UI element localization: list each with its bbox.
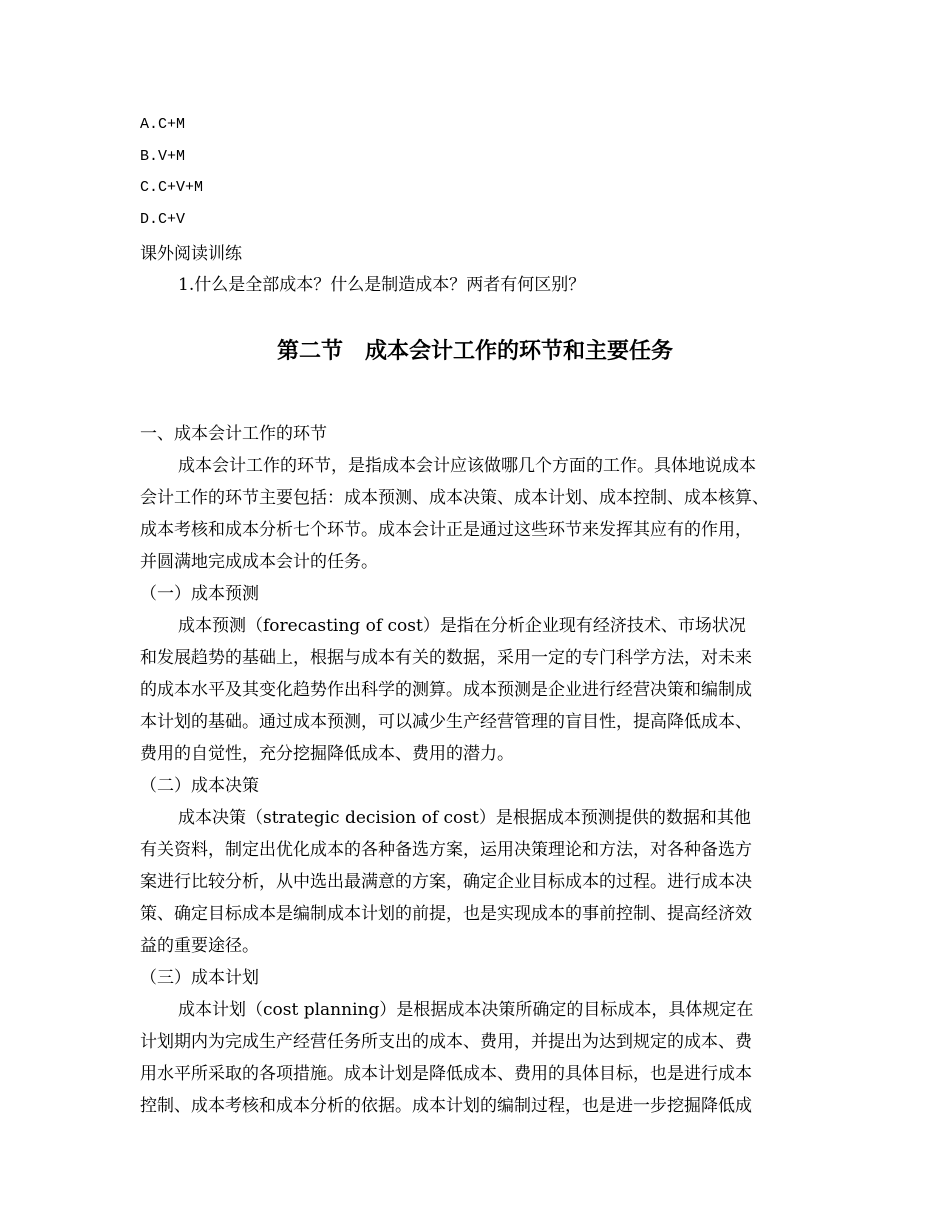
paragraph-line: 成本会计工作的环节，是指成本会计应该做哪几个方面的工作。具体地说成本 — [178, 456, 756, 476]
paragraph-line: 案进行比较分析，从中选出最满意的方案，确定企业目标成本的过程。进行成本决 — [140, 872, 752, 892]
paragraph-line: 计划期内为完成生产经营任务所支出的成本、费用，并提出为达到规定的成本、费 — [140, 1032, 752, 1052]
paragraph-line: 用水平所采取的各项措施。成本计划是降低成本、费用的具体目标，也是进行成本 — [140, 1064, 752, 1084]
paragraph-line: 会计工作的环节主要包括：成本预测、成本决策、成本计划、成本控制、成本核算、 — [140, 488, 769, 508]
paragraph-line: 成本决策（strategic decision of cost）是根据成本预测提供的数据和其他 — [178, 808, 751, 828]
subsection-heading: （二）成本决策 — [140, 776, 259, 796]
option-d: D.C+V — [140, 210, 186, 228]
answer-options — [140, 113, 203, 239]
subsection-heading: （一）成本预测 — [140, 584, 259, 604]
paragraph-line: 成本计划（cost planning）是根据成本决策所确定的目标成本，具体规定在 — [178, 1000, 754, 1020]
paragraph-line: 有关资料，制定出优化成本的各种备选方案，运用决策理论和方法，对各种备选方 — [140, 840, 752, 860]
extra-reading-question: 1.什么是全部成本？什么是制造成本？两者有何区别？ — [178, 275, 586, 295]
paragraph-line: 控制、成本考核和成本分析的依据。成本计划的编制过程，也是进一步挖掘降低成 — [140, 1096, 752, 1116]
option-c: C.C+V+M — [140, 179, 204, 196]
option-a: A.C+M — [140, 116, 186, 133]
paragraph-line: 本计划的基础。通过成本预测，可以减少生产经营管理的盲目性，提高降低成本、 — [140, 712, 752, 732]
paragraph-line: 益的重要途径。 — [140, 936, 259, 956]
extra-reading-heading: 课外阅读训练 — [140, 244, 242, 264]
paragraph-line: 成本预测（forecasting of cost）是指在分析企业现有经济技术、市场状况 — [178, 616, 746, 636]
paragraph-line: 并圆满地完成成本会计的任务。 — [140, 552, 378, 572]
option-b: B.V+M — [140, 147, 186, 165]
part1-heading: 一、成本会计工作的环节 — [140, 424, 327, 444]
subsection-heading: （三）成本计划 — [140, 968, 259, 988]
paragraph-line: 费用的自觉性，充分挖掘降低成本、费用的潜力。 — [140, 744, 514, 764]
paragraph-line: 和发展趋势的基础上，根据与成本有关的数据，采用一定的专门科学方法，对未来 — [140, 648, 752, 668]
paragraph-line: 的成本水平及其变化趋势作出科学的测算。成本预测是企业进行经营决策和编制成 — [140, 680, 752, 700]
paragraph-line: 策、确定目标成本是编制成本计划的前提，也是实现成本的事前控制、提高经济效 — [140, 904, 752, 924]
body-text — [140, 422, 830, 1126]
paragraph-line: 成本考核和成本分析七个环节。成本会计正是通过这些环节来发挥其应有的作用， — [140, 520, 752, 540]
section-title: 第二节 成本会计工作的环节和主要任务 — [276, 339, 673, 364]
